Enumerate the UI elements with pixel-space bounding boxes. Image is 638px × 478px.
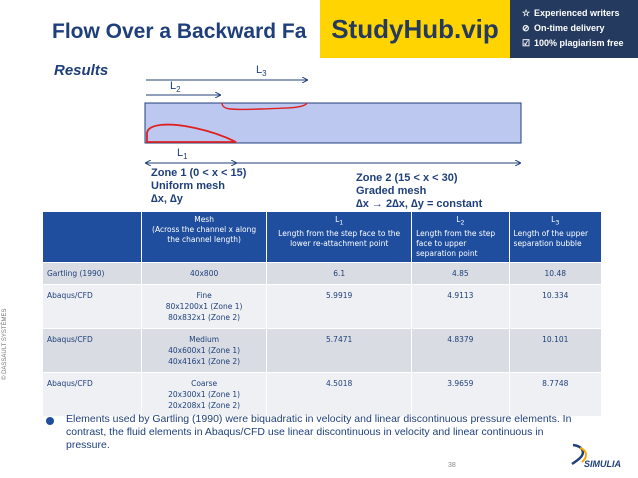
header-l3: $L_3$ Length of the upper separation bubble [509, 212, 601, 263]
l1-label: $L_1$ [177, 147, 188, 162]
cell-l2: 3.9659 [412, 372, 509, 416]
zone-1-spacing: ∆x, ∆y [151, 193, 183, 205]
check-icon: ☑ [522, 38, 531, 48]
studyhub-brand-text: StudyHub.vip [331, 13, 499, 44]
slide-title: Flow Over a Backward Fa [52, 20, 307, 43]
header-l1: $L_1$ Length from the step face to the lower re-attachment point [267, 212, 412, 263]
cell-source: Abaqus/CFD [43, 284, 142, 328]
results-table [42, 211, 602, 417]
cell-l1: 6.1 [267, 262, 412, 284]
page-number: 38 [448, 462, 456, 469]
cell-source: Abaqus/CFD [43, 328, 142, 372]
header-mesh: Mesh (Across the channel x along the channel length) [142, 212, 267, 263]
cell-l3: 10.101 [509, 328, 601, 372]
zone-1-mesh-type: Uniform mesh [151, 180, 225, 192]
cell-source: Abaqus/CFD [43, 372, 142, 416]
cell-mesh: Medium 40x600x1 (Zone 1) 40x416x1 (Zone 2) [142, 328, 267, 372]
header-l2: $L_2$ Length from the step face to upper separation point [412, 212, 509, 263]
clock-icon: ⊘ [522, 23, 530, 33]
cell-mesh: Coarse 20x300x1 (Zone 1) 20x208x1 (Zone 2) [142, 372, 267, 416]
zone-1-range: Zone 1 (0 < x < 15) [151, 167, 247, 179]
l3-label: $L_3$ [256, 64, 267, 79]
cell-l1: 5.9919 [267, 284, 412, 328]
cell-mesh: Fine 80x1200x1 (Zone 1) 80x832x1 (Zone 2) [142, 284, 267, 328]
zone-2-range: Zone 2 (15 < x < 30) [356, 172, 458, 184]
zone-1-description [151, 167, 246, 206]
zone-2-description [356, 172, 482, 211]
cell-l3: 10.334 [509, 284, 601, 328]
cell-l3: 10.48 [509, 262, 601, 284]
simulia-logo-text: SIMULIA [584, 459, 621, 469]
star-icon: ☆ [522, 8, 531, 18]
table-row [43, 262, 602, 284]
zone-2-mesh-type: Graded mesh [356, 185, 427, 197]
channel-diagram [0, 0, 638, 210]
cell-mesh: 40x800 [142, 262, 267, 284]
cell-l2: 4.8379 [412, 328, 509, 372]
zone-2-spacing: ∆x → 2∆x, ∆y = constant [356, 198, 483, 210]
bullet-text: Elements used by Gartling (1990) were biquadratic in velocity and linear discontinuous pressure elements. In contrast, the fluid elements in Abaqus/CFD use linear discontinuous in velocity and linear continuous in pressure. [66, 413, 572, 451]
l2-label: $L_2$ [170, 80, 181, 95]
banner-feature-text: 100% plagiarism free [534, 38, 624, 48]
table-row [43, 284, 602, 328]
table-row [43, 372, 602, 416]
table-header-row [43, 212, 602, 263]
cell-l1: 5.7471 [267, 328, 412, 372]
table-row [43, 328, 602, 372]
cell-l2: 4.85 [412, 262, 509, 284]
copyright-side-text: © DASSAULT SYSTÈMES [2, 308, 8, 380]
cell-l2: 4.9113 [412, 284, 509, 328]
banner-feature-text: Experienced writers [534, 8, 620, 18]
banner-feature-text: On-time delivery [534, 23, 605, 33]
cell-l3: 8.7748 [509, 372, 601, 416]
cell-l1: 4.5018 [267, 372, 412, 416]
channel-domain [145, 103, 521, 143]
results-heading: Results [54, 62, 109, 79]
header-source [43, 212, 142, 263]
bullet-icon [46, 417, 54, 425]
cell-source: Gartling (1990) [43, 262, 142, 284]
